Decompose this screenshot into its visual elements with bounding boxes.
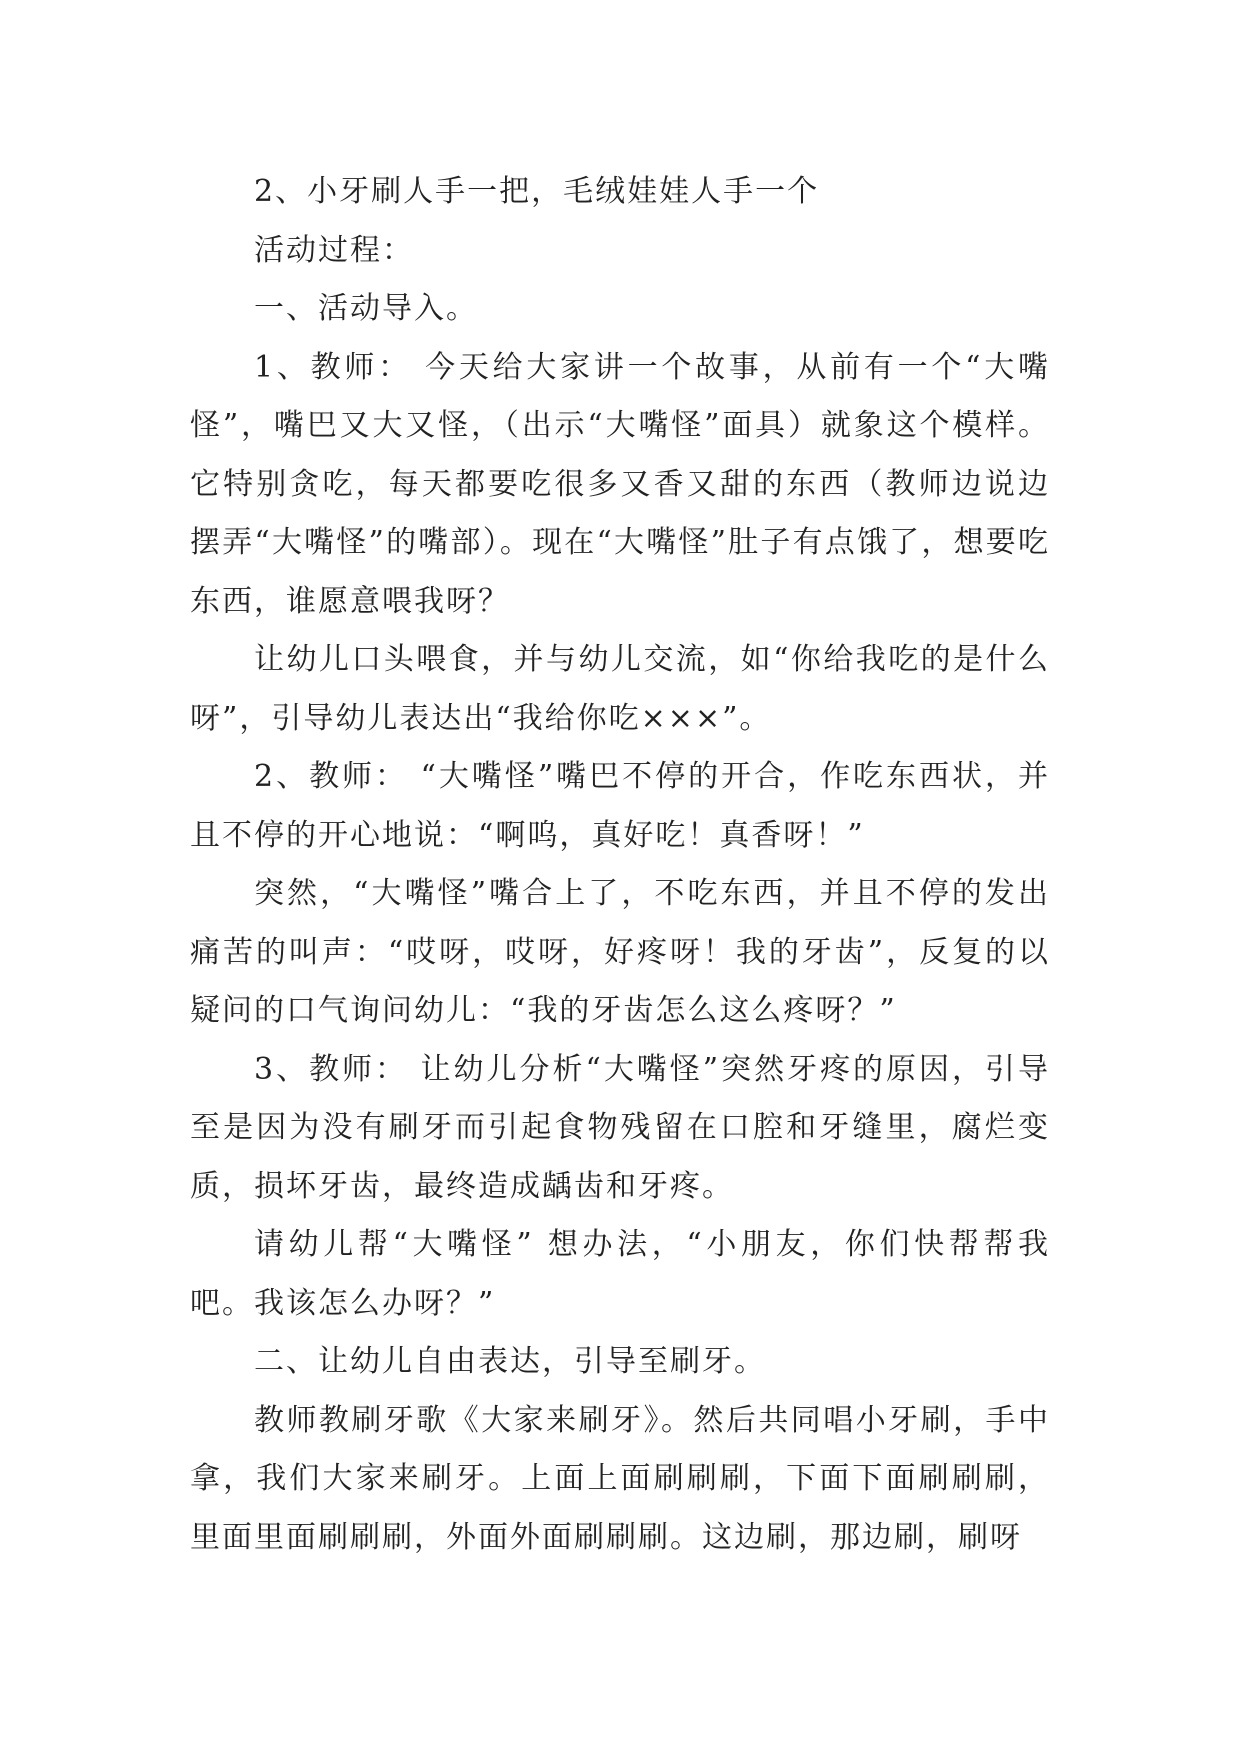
paragraph-help-request: 请幼儿帮“大嘴怪” 想办法，“小朋友，你们快帮帮我吧。我该怎么办呀？”: [190, 1227, 1050, 1321]
paragraph-teacher-analysis: 3、教师： 让幼儿分析“大嘴怪”突然牙疼的原因，引导至是因为没有刷牙而引起食物残留在口腔和牙缝里，腐烂变质，损坏牙齿，最终造成龋齿和牙疼。: [190, 1051, 1050, 1204]
paragraph-toothache: 突然，“大嘴怪”嘴合上了，不吃东西，并且不停的发出痛苦的叫声：“哎呀，哎呀，好疼呀！我的牙齿”，反复的以疑问的口气询问幼儿：“我的牙齿怎么这么疼呀？”: [190, 876, 1050, 1028]
paragraph-section-one-heading: 一、活动导入。: [254, 291, 478, 326]
paragraph-materials: 2、小牙刷人手一把，毛绒娃娃人手一个: [254, 174, 820, 209]
document-body: [190, 163, 1050, 1567]
paragraph-teacher-eating: 2、教师： “大嘴怪”嘴巴不停的开合，作吃东西状，并且不停的开心地说：“啊呜，真好吃！真香呀！”: [190, 759, 1050, 853]
paragraph-children-feed: 让幼儿口头喂食，并与幼儿交流，如“你给我吃的是什么呀”，引导幼儿表达出“我给你吃×××”。: [190, 642, 1050, 736]
paragraph-process-heading: 活动过程：: [254, 232, 414, 268]
paragraph-teacher-story: 1、教师： 今天给大家讲一个故事，从前有一个“大嘴怪”，嘴巴又大又怪，（出示“大嘴怪”面具）就象这个模样。它特别贪吃，每天都要吃很多又香又甜的东西（教师边说边摆弄“大嘴怪”的嘴部）。现在“大嘴怪”肚子有点饿了，想要吃东西，谁愿意喂我呀？: [190, 349, 1050, 619]
paragraph-section-two-heading: 二、让幼儿自由表达，引导至刷牙。: [254, 1344, 766, 1379]
paragraph-brushing-song: 教师教刷牙歌《大家来刷牙》。然后共同唱小牙刷，手中拿，我们大家来刷牙。上面上面刷刷刷，下面下面刷刷刷，里面里面刷刷刷，外面外面刷刷刷。这边刷，那边刷，刷呀: [190, 1402, 1050, 1555]
